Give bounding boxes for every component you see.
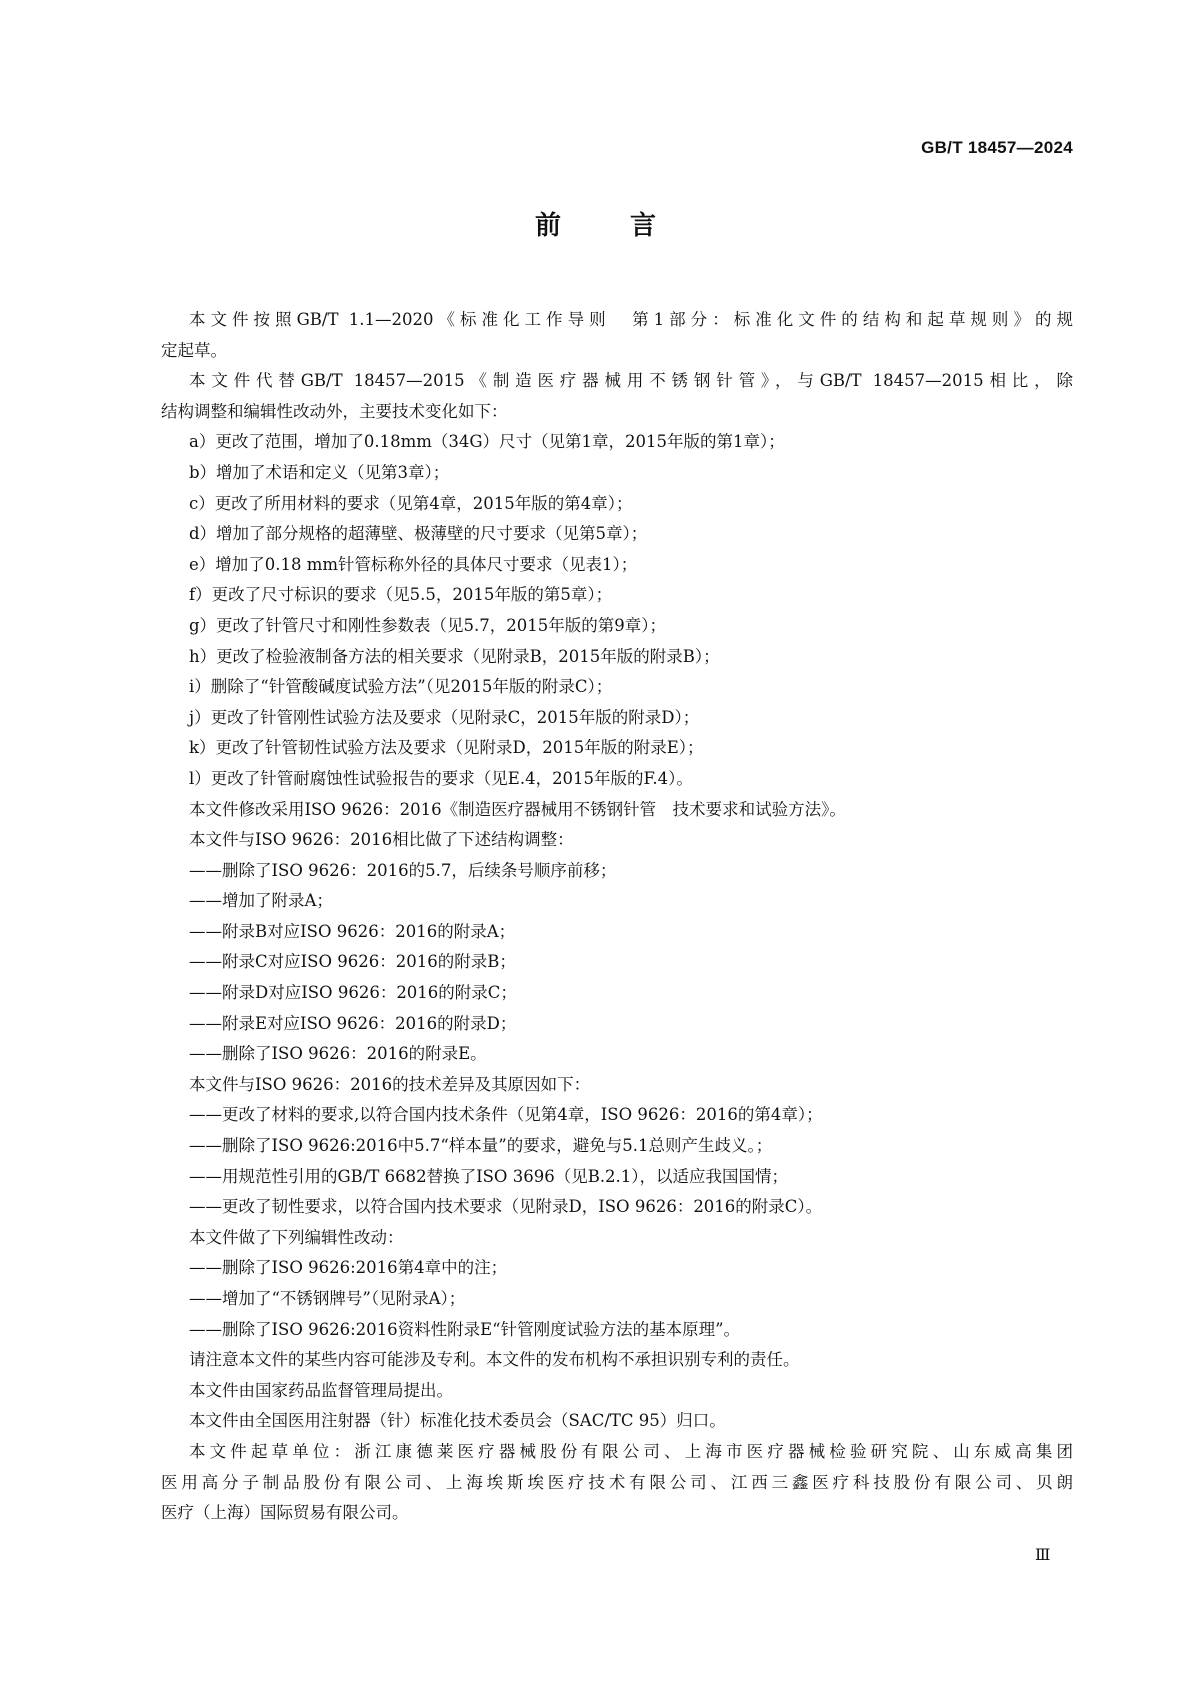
- text-line: 定起草。: [161, 340, 227, 360]
- text-line: 请注意本文件的某些内容可能涉及专利。本文件的发布机构不承担识别专利的责任。: [189, 1350, 800, 1370]
- text-line: 结构调整和编辑性改动外，主要技术变化如下：: [161, 401, 508, 421]
- text-line: h）更改了检验液制备方法的相关要求（见附录B，2015年版的附录B）；: [189, 646, 720, 666]
- text-line: 本文件做了下列编辑性改动：: [189, 1227, 404, 1247]
- foreword-body: [161, 305, 1073, 1529]
- page-number: Ⅲ: [1035, 1545, 1051, 1564]
- text-line: ——删除了ISO 9626：2016的附录E。: [189, 1044, 487, 1064]
- text-line: b）增加了术语和定义（见第3章）；: [189, 462, 450, 482]
- text-line: 医疗（上海）国际贸易有限公司。: [161, 1503, 409, 1523]
- text-line: 本文件起草单位：浙江康德莱医疗器械股份有限公司、上海市医疗器械检验研究院、山东威高集团: [189, 1441, 1073, 1461]
- text-line: ——附录D对应ISO 9626：2016的附录C；: [189, 983, 517, 1003]
- text-line: ——附录E对应ISO 9626：2016的附录D；: [189, 1013, 517, 1033]
- text-line: ——附录C对应ISO 9626：2016的附录B；: [189, 952, 516, 972]
- text-line: l）更改了针管耐腐蚀性试验报告的要求（见E.4，2015年版的F.4）。: [189, 768, 693, 788]
- text-line: i）删除了“针管酸碱度试验方法”（见2015年版的附录C）；: [189, 677, 613, 697]
- page-title: 前 言: [534, 211, 687, 241]
- text-line: e）增加了0.18 mm针管标称外径的具体尺寸要求（见表1）；: [189, 554, 638, 574]
- text-line: 本文件由全国医用注射器（针）标准化技术委员会（SAC/TC 95）归口。: [189, 1411, 726, 1431]
- text-line: 本文件由国家药品监督管理局提出。: [189, 1380, 453, 1400]
- text-line: 本文件按照GB/T 1.1—2020《标准化工作导则 第1部分：标准化文件的结构和起草规则》的规: [189, 310, 1073, 329]
- text-line: ——删除了ISO 9626:2016第4章中的注；: [189, 1258, 508, 1278]
- text-line: 医用高分子制品股份有限公司、上海埃斯埃医疗技术有限公司、江西三鑫医疗科技股份有限公司、贝朗: [161, 1472, 1073, 1492]
- text-line: a）更改了范围，增加了0.18mm（34G）尺寸（见第1章，2015年版的第1章）；: [189, 432, 785, 452]
- standard-number: GB/T 18457—2024: [921, 138, 1073, 157]
- text-line: g）更改了针管尺寸和刚性参数表（见5.7，2015年版的第9章）；: [189, 615, 667, 635]
- text-line: d）增加了部分规格的超薄壁、极薄壁的尺寸要求（见第5章）；: [189, 524, 648, 544]
- text-line: ——附录B对应ISO 9626：2016的附录A；: [189, 921, 516, 941]
- text-line: ——删除了ISO 9626：2016的5.7，后续条号顺序前移；: [189, 860, 617, 880]
- text-line: 本文件与ISO 9626：2016的技术差异及其原因如下：: [189, 1074, 591, 1094]
- text-line: ——更改了韧性要求，以符合国内技术要求（见附录D，ISO 9626：2016的附录C）。: [189, 1197, 823, 1217]
- text-line: 本文件修改采用ISO 9626：2016《制造医疗器械用不锈钢针管 技术要求和试验方法》。: [189, 799, 846, 819]
- text-line: ——增加了“不锈钢牌号”（见附录A）；: [189, 1289, 466, 1308]
- text-line: c）更改了所用材料的要求（见第4章，2015年版的第4章）；: [189, 493, 633, 513]
- text-line: ——删除了ISO 9626:2016中5.7“样本量”的要求，避免与5.1总则产生歧义。；: [189, 1136, 773, 1156]
- text-line: ——更改了材料的要求,以符合国内技术条件（见第4章，ISO 9626：2016的第4章）；: [189, 1105, 823, 1125]
- text-line: ——用规范性引用的GB/T 6682替换了ISO 3696（见B.2.1），以适应我国国情；: [189, 1166, 789, 1186]
- text-line: ——删除了ISO 9626:2016资料性附录E“针管刚度试验方法的基本原理”。: [189, 1319, 741, 1339]
- text-line: k）更改了针管韧性试验方法及要求（见附录D，2015年版的附录E）；: [189, 738, 704, 758]
- text-line: 本文件代替GB/T 18457—2015《制造医疗器械用不锈钢针管》，与GB/T 18457—2015相比，除: [189, 371, 1073, 391]
- text-line: j）更改了针管刚性试验方法及要求（见附录C，2015年版的附录D）；: [189, 707, 700, 727]
- text-line: 本文件与ISO 9626：2016相比做了下述结构调整：: [189, 830, 574, 850]
- text-line: ——增加了附录A；: [189, 891, 333, 911]
- text-line: f）更改了尺寸标识的要求（见5.5，2015年版的第5章）；: [189, 585, 613, 605]
